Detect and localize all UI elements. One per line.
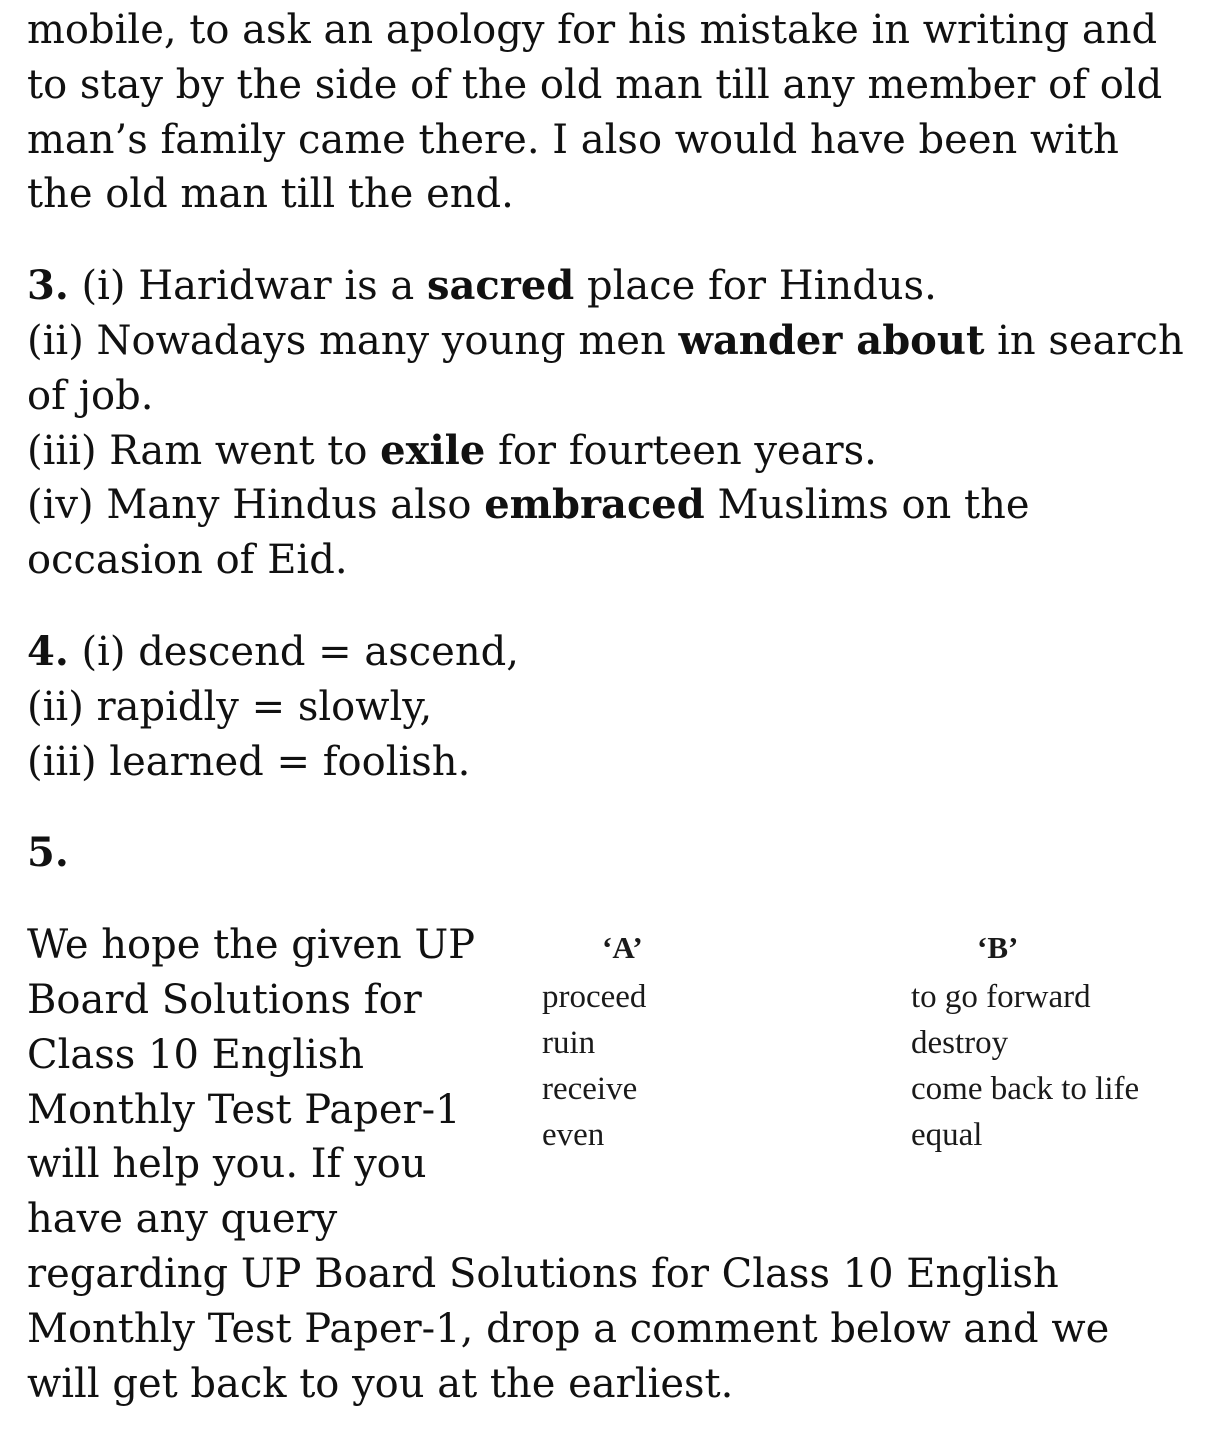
q3-item-4 bbox=[27, 478, 1192, 588]
q3-item-2-keyword: wander about bbox=[678, 316, 985, 364]
q4-item-1 bbox=[27, 625, 1192, 680]
closing-line: Board Solutions for bbox=[27, 976, 422, 1023]
intro-paragraph: mobile, to ask an apology for his mistake in writing and to stay by the side of the old man till any member of old man’s family came there. I also would have been with the old man till the end. bbox=[27, 7, 1163, 218]
q4-number: 4. bbox=[27, 627, 69, 675]
q3-item-4-post: Muslims on the occasion of Eid. bbox=[27, 482, 1030, 584]
q3-item-3-pre: (iii) Ram went to bbox=[27, 427, 381, 474]
closing-line: Monthly Test Paper-1 bbox=[27, 1086, 461, 1133]
column-b-cell: to go forward bbox=[911, 979, 1091, 1015]
closing-line: Class 10 English bbox=[27, 1031, 365, 1078]
q3-item-3 bbox=[27, 424, 1192, 479]
q3-item-1-post: place for Hindus. bbox=[574, 263, 937, 310]
column-a-cell: receive bbox=[542, 1071, 638, 1107]
content bbox=[27, 3, 1192, 1411]
closing-line: will help you. If you bbox=[27, 1141, 427, 1188]
closing-line: have any query bbox=[27, 1196, 338, 1243]
q3-item-3-post: for fourteen years. bbox=[485, 427, 877, 474]
q3-item-1-keyword: sacred bbox=[426, 262, 575, 310]
q3-number: 3. bbox=[27, 262, 69, 310]
q5-match-table bbox=[528, 922, 1198, 1172]
spacer bbox=[27, 789, 1192, 826]
column-b-header: ‘B’ bbox=[977, 930, 1019, 965]
column-b-cell: equal bbox=[911, 1117, 983, 1153]
column-a-cell: even bbox=[542, 1117, 605, 1153]
q4-item-2: (ii) rapidly = slowly, bbox=[27, 683, 433, 730]
closing-rest-text: regarding UP Board Solutions for Class 10 English Monthly Test Paper-1, drop a comment below and we will get back to you at the earliest. bbox=[27, 1250, 1110, 1407]
spacer bbox=[27, 881, 1192, 918]
spacer bbox=[27, 222, 1192, 259]
column-b-cell: destroy bbox=[911, 1025, 1009, 1061]
q4-item-3: (iii) learned = foolish. bbox=[27, 738, 471, 785]
column-a-cell: proceed bbox=[542, 979, 647, 1015]
question-4-answers bbox=[27, 625, 1192, 789]
column-a-cell: ruin bbox=[542, 1025, 596, 1061]
closing-line: We hope the given UP bbox=[27, 922, 476, 969]
q4-item-1-text: (i) descend = ascend, bbox=[81, 628, 519, 675]
column-a bbox=[542, 922, 646, 1158]
spacer bbox=[27, 588, 1192, 625]
question-3-answers bbox=[27, 259, 1192, 588]
q5-number: 5. bbox=[27, 829, 69, 877]
q3-item-4-pre: (iv) Many Hindus also bbox=[27, 482, 485, 529]
column-a-header: ‘A’ bbox=[602, 930, 643, 965]
q3-item-2-post: in search of job. bbox=[27, 317, 1184, 419]
q3-item-2-pre: (ii) Nowadays many young men bbox=[27, 317, 679, 364]
q3-item-4-keyword: embraced bbox=[484, 481, 705, 529]
q3-item-3-keyword: exile bbox=[380, 426, 486, 474]
column-b-cell: come back to life bbox=[911, 1071, 1140, 1107]
closing-wrapped-text bbox=[27, 918, 497, 1247]
q5-heading bbox=[27, 826, 1192, 881]
q3-item-1-pre: (i) Haridwar is a bbox=[81, 263, 427, 310]
q3-item-2 bbox=[27, 314, 1192, 424]
column-b bbox=[911, 922, 1139, 1158]
q3-item-1 bbox=[27, 259, 1192, 314]
